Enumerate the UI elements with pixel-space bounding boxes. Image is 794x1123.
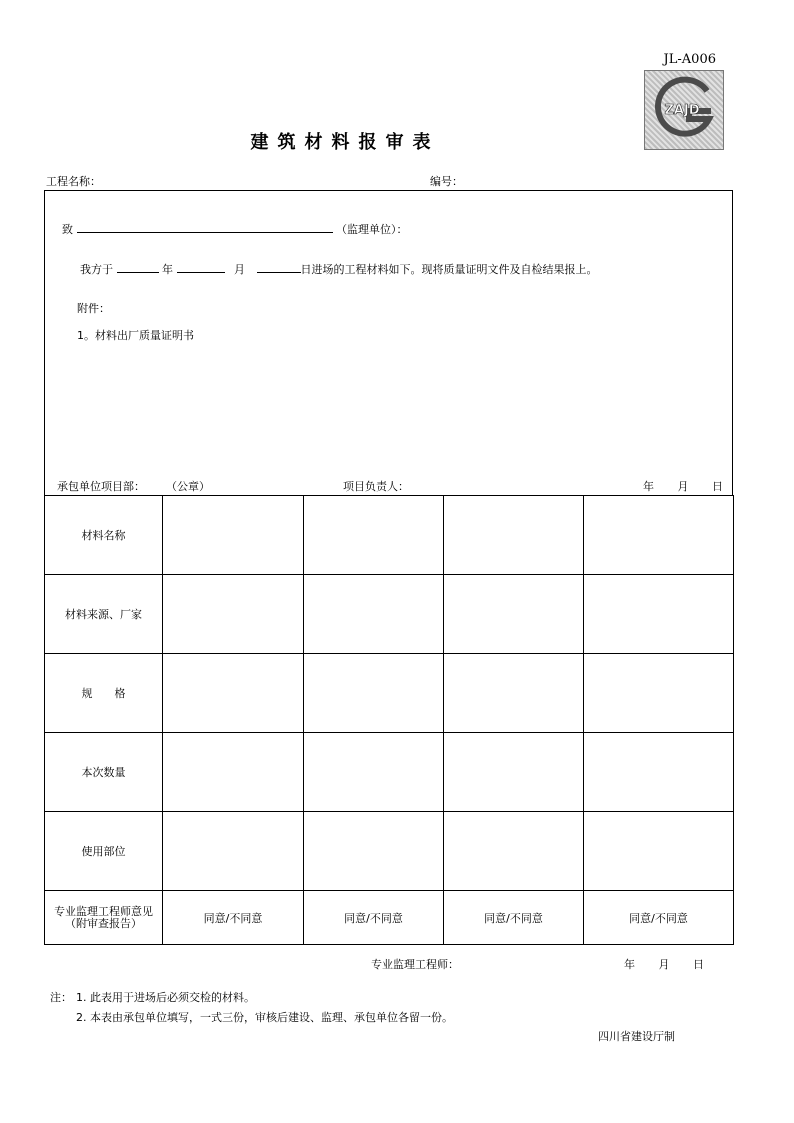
- table-cell[interactable]: [444, 654, 584, 733]
- engineer-date-year: 年: [624, 958, 635, 971]
- engineer-label: 专业监理工程师：: [371, 958, 459, 971]
- contractor-label: 承包单位项目部：: [57, 480, 145, 493]
- date-month: 月: [677, 480, 689, 493]
- note-2: 2. 本表由承包单位填写，一式三份，审核后建设、监理、承包单位各留一份。: [76, 1011, 453, 1024]
- row-label: 本次数量: [45, 733, 163, 812]
- opinion-option[interactable]: 同意/不同意: [304, 891, 444, 945]
- to-prefix: 致: [62, 223, 73, 236]
- table-cell[interactable]: [444, 496, 584, 575]
- table-cell[interactable]: [444, 733, 584, 812]
- table-cell[interactable]: [304, 733, 444, 812]
- year-field[interactable]: [117, 260, 159, 273]
- table-cell[interactable]: [584, 733, 734, 812]
- notes-label: 注：: [50, 991, 72, 1004]
- engineer-date: [624, 956, 704, 972]
- opinion-label-line-1: 专业监理工程师意见: [54, 904, 153, 918]
- opinion-label: [45, 891, 163, 945]
- entry-statement: [80, 260, 598, 277]
- project-manager-label: 项目负责人：: [343, 480, 409, 493]
- month-label: 月: [234, 263, 245, 276]
- addressee-line: [62, 220, 408, 237]
- opinion-label-line-2: （附审查报告）: [65, 916, 142, 930]
- table-cell[interactable]: [163, 733, 304, 812]
- table-cell[interactable]: [163, 654, 304, 733]
- table-row: [45, 812, 734, 891]
- row-label: 使用部位: [45, 812, 163, 891]
- seal-label: （公章）: [166, 480, 210, 493]
- opinion-row: [45, 891, 734, 945]
- table-cell[interactable]: [584, 654, 734, 733]
- engineer-date-month: 月: [658, 958, 670, 971]
- sign-date: [643, 478, 723, 494]
- issuer-label: 四川省建设厅制: [598, 1030, 675, 1043]
- table-cell[interactable]: [584, 496, 734, 575]
- logo-text: ZAJD: [664, 103, 700, 118]
- table-cell[interactable]: [163, 575, 304, 654]
- table-row: [45, 654, 734, 733]
- date-day: 日: [712, 480, 723, 493]
- table-cell[interactable]: [163, 496, 304, 575]
- opinion-option[interactable]: 同意/不同意: [584, 891, 734, 945]
- supervision-unit-field[interactable]: [77, 220, 333, 233]
- year-label: 年: [162, 263, 173, 276]
- table-cell[interactable]: [444, 812, 584, 891]
- note-1: 1. 此表用于进场后必须交检的材料。: [76, 991, 255, 1004]
- table-cell[interactable]: [163, 812, 304, 891]
- table-row: [45, 575, 734, 654]
- project-name-label: 工程名称：: [46, 175, 101, 188]
- table-cell[interactable]: [304, 496, 444, 575]
- opinion-option[interactable]: 同意/不同意: [444, 891, 584, 945]
- row-label: 材料名称: [45, 496, 163, 575]
- table-cell[interactable]: [584, 575, 734, 654]
- day-field[interactable]: [257, 260, 301, 273]
- opinion-option[interactable]: 同意/不同意: [163, 891, 304, 945]
- row-label: 规 格: [45, 654, 163, 733]
- table-cell[interactable]: [304, 654, 444, 733]
- row-label: 材料来源、厂家: [45, 575, 163, 654]
- table-cell[interactable]: [304, 575, 444, 654]
- table-cell[interactable]: [444, 575, 584, 654]
- engineer-date-day: 日: [693, 958, 704, 971]
- attachment-item: 1。材料出厂质量证明书: [77, 329, 194, 342]
- stmt-prefix: 我方于: [80, 263, 113, 276]
- stmt-suffix: 日进场的工程材料如下。现将质量证明文件及自检结果报上。: [300, 263, 598, 276]
- table-row: [45, 496, 734, 575]
- form-code: JL-A006: [663, 52, 716, 67]
- number-label: 编号：: [430, 175, 463, 188]
- to-suffix: （监理单位）：: [336, 223, 408, 236]
- materials-table: [44, 495, 734, 945]
- page-title: 建筑材料报审表: [250, 132, 440, 153]
- table-cell[interactable]: [304, 812, 444, 891]
- date-year: 年: [643, 480, 654, 493]
- attachment-label: 附件：: [77, 302, 110, 315]
- table-cell[interactable]: [584, 812, 734, 891]
- month-field[interactable]: [177, 260, 225, 273]
- table-row: [45, 733, 734, 812]
